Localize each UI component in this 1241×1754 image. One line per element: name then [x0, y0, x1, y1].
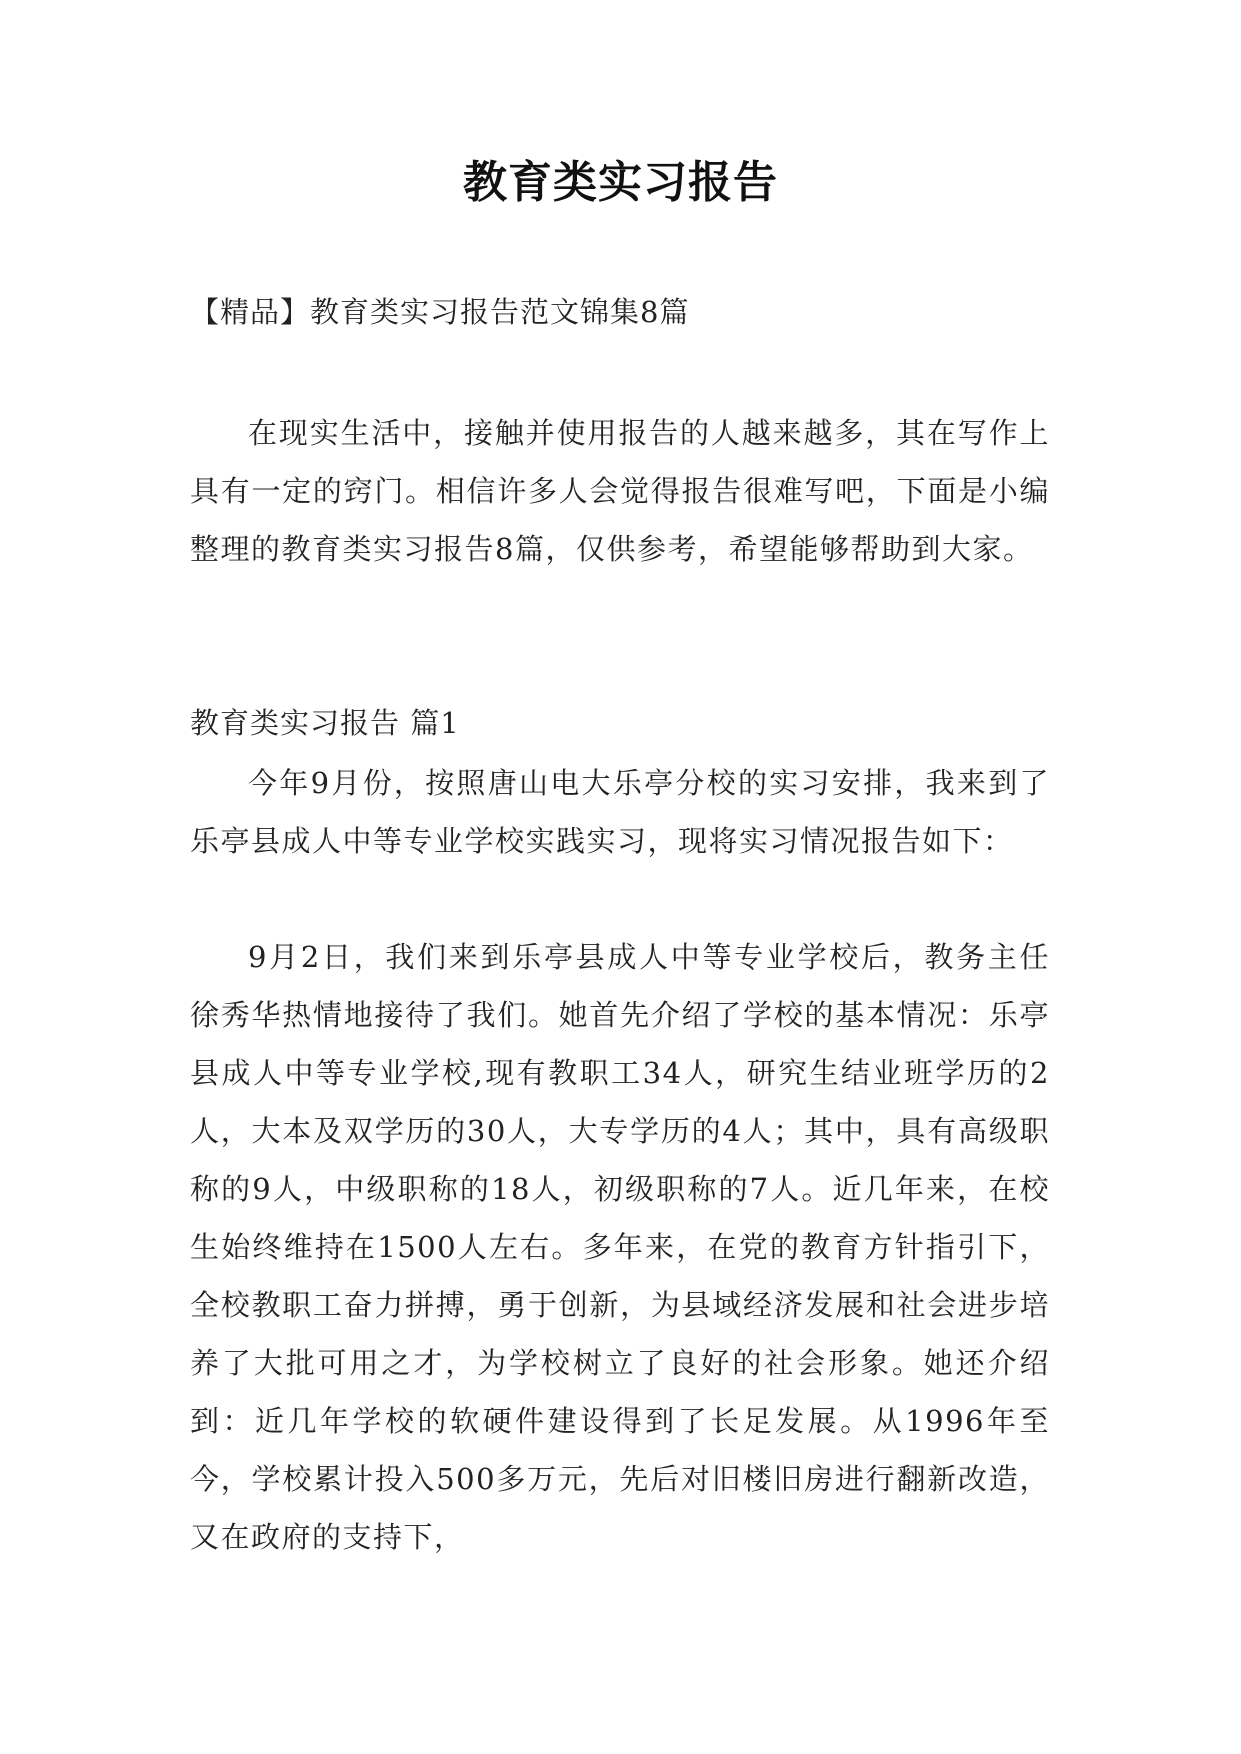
- document-subtitle: 【精品】教育类实习报告范文锦集8篇: [190, 295, 690, 329]
- body-paragraph: 9月2日，我们来到乐亭县成人中等专业学校后，教务主任徐秀华热情地接待了我们。她首先介绍了学校的基本情况：乐亭县成人中等专业学校,现有教职工34人，研究生结业班学历的2人，大本及双学历的30人，大专学历的4人；其中，具有高级职称的9人，中级职称的18人，初级职称的7人。近几年来，在校生始终维持在1500人左右。多年来，在党的教育方针指引下，全校教职工奋力拼搏，勇于创新，为县域经济发展和社会进步培养了大批可用之才，为学校树立了良好的社会形象。她还介绍到：近几年学校的软硬件建设得到了长足发展。从1996年至今，学校累计投入500多万元，先后对旧楼旧房进行翻新改造，又在政府的支持下，: [190, 940, 1050, 1554]
- document-title: 教育类实习报告: [463, 157, 778, 208]
- section-heading: 教育类实习报告 篇1: [190, 706, 460, 740]
- intro-paragraph: 在现实生活中，接触并使用报告的人越来越多，其在写作上具有一定的窍门。相信许多人会觉得报告很难写吧，下面是小编整理的教育类实习报告8篇，仅供参考，希望能够帮助到大家。: [190, 416, 1050, 566]
- body-paragraph: 今年9月份，按照唐山电大乐亭分校的实习安排，我来到了乐亭县成人中等专业学校实践实习，现将实习情况报告如下：: [190, 766, 1050, 858]
